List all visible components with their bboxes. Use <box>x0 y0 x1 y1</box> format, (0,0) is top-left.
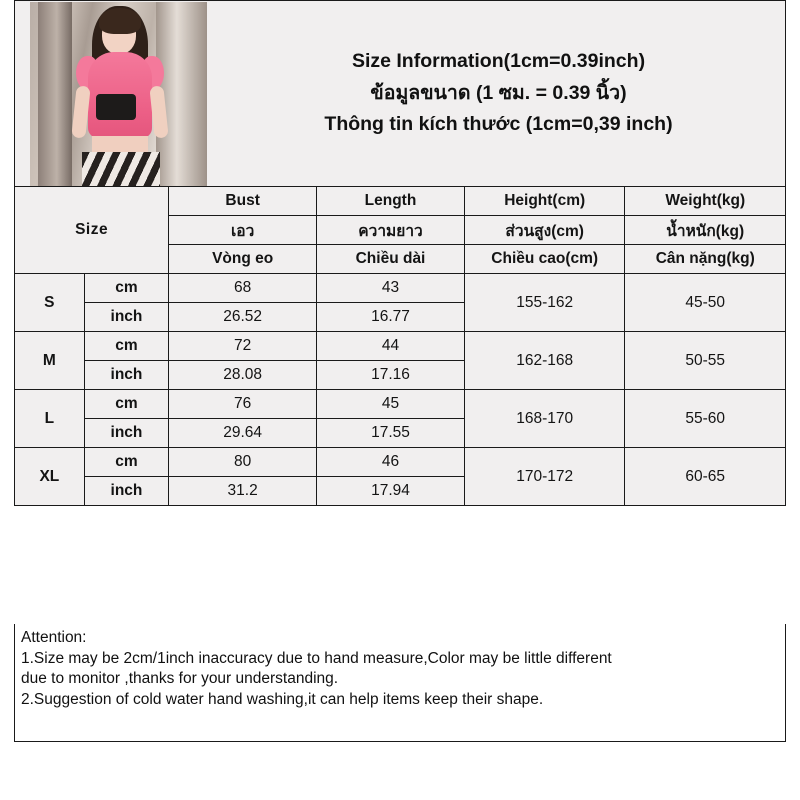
cell-weight-xl: 60-65 <box>625 448 786 506</box>
cell-bust-inch-s: 26.52 <box>169 303 317 332</box>
size-table <box>14 186 786 506</box>
cell-length-inch-s: 16.77 <box>317 303 465 332</box>
cell-bust-cm-m: 72 <box>169 332 317 361</box>
table-row <box>15 390 786 419</box>
attention-panel <box>14 624 786 742</box>
title-block <box>211 1 786 185</box>
cell-length-cm-xl: 46 <box>317 448 465 477</box>
cell-weight-m: 50-55 <box>625 332 786 390</box>
column-header-weight-th: น้ำหนัก(kg) <box>625 216 786 245</box>
column-header-length-vi: Chiều dài <box>317 245 465 274</box>
column-header-weight-vi: Cân nặng(kg) <box>625 245 786 274</box>
product-photo <box>30 2 207 186</box>
row-unit-inch-xl: inch <box>84 477 169 506</box>
column-header-height-en: Height(cm) <box>464 187 625 216</box>
row-size-label-l: L <box>15 390 85 448</box>
column-header-length-th: ความยาว <box>317 216 465 245</box>
row-unit-cm-s: cm <box>84 274 169 303</box>
row-unit-cm-l: cm <box>84 390 169 419</box>
attention-line-2: due to monitor ,thanks for your understanding. <box>21 670 339 688</box>
table-row <box>15 448 786 477</box>
row-size-label-m: M <box>15 332 85 390</box>
attention-line-3: 2.Suggestion of cold water hand washing,it can help items keep their shape. <box>21 691 544 709</box>
table-header-row-1 <box>15 187 786 216</box>
cell-bust-cm-l: 76 <box>169 390 317 419</box>
row-unit-cm-xl: cm <box>84 448 169 477</box>
cell-height-m: 162-168 <box>464 332 625 390</box>
column-header-length-en: Length <box>317 187 465 216</box>
attention-line-1: 1.Size may be 2cm/1inch inaccuracy due to hand measure,Color may be little different <box>21 649 612 667</box>
cell-weight-s: 45-50 <box>625 274 786 332</box>
cell-height-xl: 170-172 <box>464 448 625 506</box>
cell-weight-l: 55-60 <box>625 390 786 448</box>
header-panel <box>14 0 786 186</box>
row-unit-inch-l: inch <box>84 419 169 448</box>
attention-heading: Attention: <box>21 629 87 646</box>
column-header-bust-en: Bust <box>169 187 317 216</box>
cell-length-inch-xl: 17.94 <box>317 477 465 506</box>
cell-bust-cm-xl: 80 <box>169 448 317 477</box>
cell-bust-inch-xl: 31.2 <box>169 477 317 506</box>
row-unit-inch-s: inch <box>84 303 169 332</box>
photo-door-left <box>38 2 72 186</box>
title-line-en: Size Information(1cm=0.39inch) <box>351 50 646 73</box>
size-header-cell: Size <box>15 187 169 274</box>
model-bag <box>96 94 136 120</box>
column-header-bust-vi: Vòng eo <box>169 245 317 274</box>
cell-length-inch-m: 17.16 <box>317 361 465 390</box>
cell-height-s: 155-162 <box>464 274 625 332</box>
row-size-label-s: S <box>15 274 85 332</box>
cell-length-cm-l: 45 <box>317 390 465 419</box>
cell-length-inch-l: 17.55 <box>317 419 465 448</box>
model-striped-skirt <box>82 152 160 186</box>
table-row <box>15 332 786 361</box>
row-unit-cm-m: cm <box>84 332 169 361</box>
cell-length-cm-m: 44 <box>317 332 465 361</box>
column-header-weight-en: Weight(kg) <box>625 187 786 216</box>
model-hair-front <box>99 8 141 34</box>
row-unit-inch-m: inch <box>84 361 169 390</box>
title-line-vi: Thông tin kích thước (1cm=0,39 inch) <box>324 113 673 136</box>
cell-bust-cm-s: 68 <box>169 274 317 303</box>
table-row <box>15 274 786 303</box>
column-header-height-vi: Chiều cao(cm) <box>464 245 625 274</box>
row-size-label-xl: XL <box>15 448 85 506</box>
column-header-height-th: ส่วนสูง(cm) <box>464 216 625 245</box>
cell-height-l: 168-170 <box>464 390 625 448</box>
title-line-th: ข้อมูลขนาด (1 ซม. = 0.39 นิ้ว) <box>370 81 627 104</box>
column-header-bust-th: เอว <box>169 216 317 245</box>
cell-bust-inch-m: 28.08 <box>169 361 317 390</box>
cell-length-cm-s: 43 <box>317 274 465 303</box>
cell-bust-inch-l: 29.64 <box>169 419 317 448</box>
